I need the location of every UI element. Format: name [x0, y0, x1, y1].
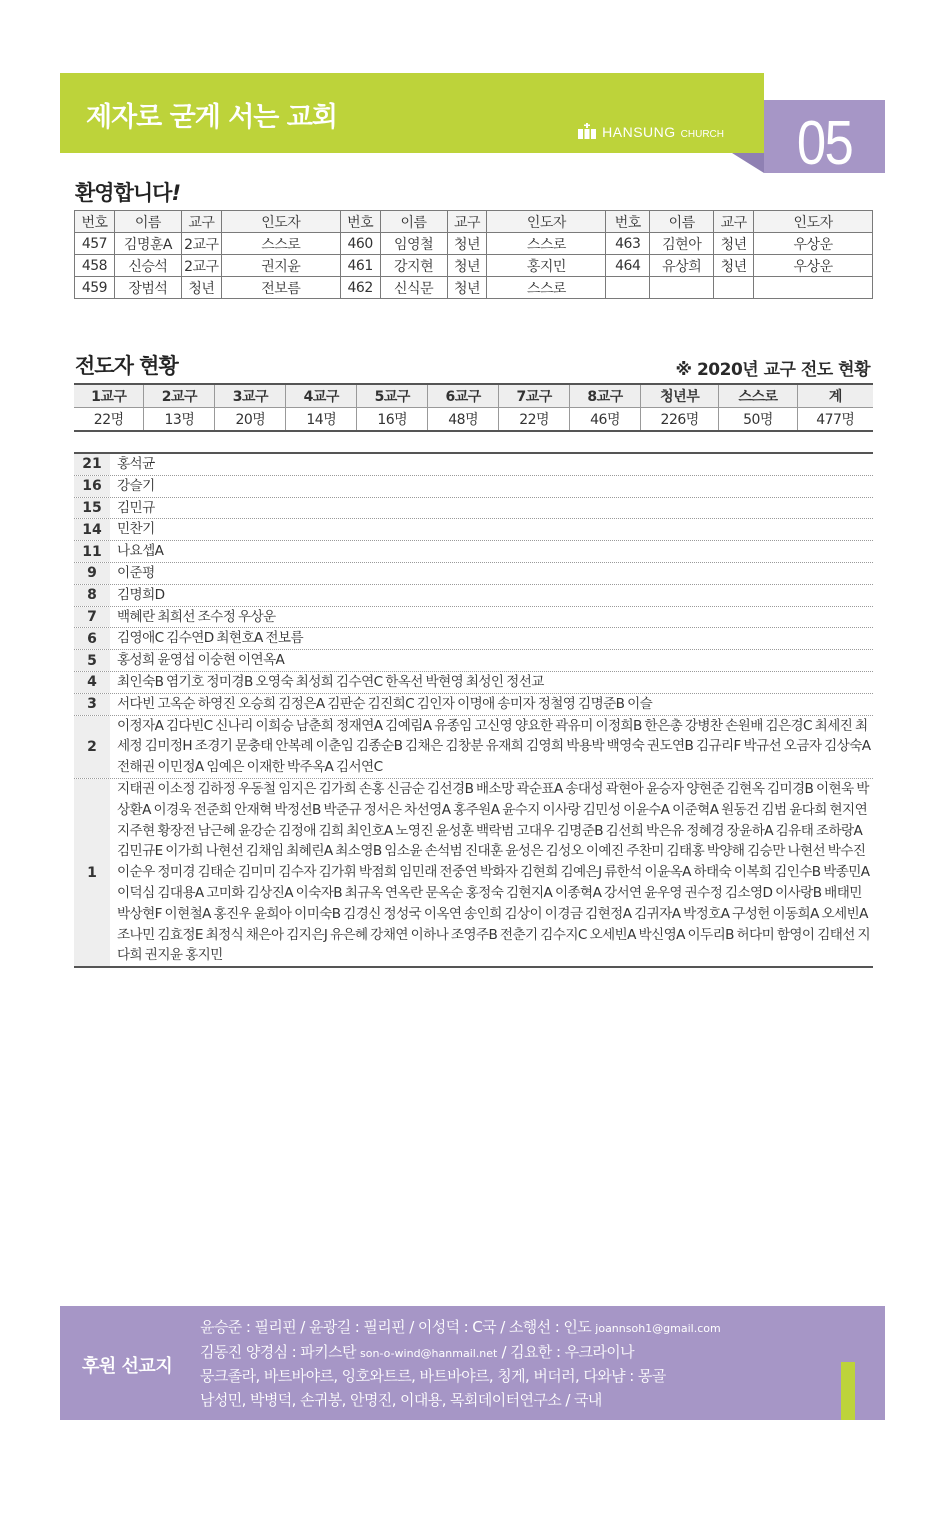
tab-fold-shape — [732, 153, 764, 173]
evangelist-names: 민찬기 — [117, 521, 155, 538]
evangelist-names: 이정자A 김다빈C 신나리 이희승 남춘희 정재연A 김예림A 유종임 고신영 양요한 곽유미 이정희B 한은총 강병찬 손원배 김은경C 최세진 최세정 김미정H 조경기 문충태 안복례 이춘임 김종순B 김채은 김창분 유재희 김영희 박용박 백영숙 권도연B 김규리F 박규선 오금자 김상숙A 전해권 이민정A 임예은 이재한 박주옥A 김서연C — [117, 717, 871, 776]
welcome-cell: 스스로 — [487, 277, 606, 299]
welcome-cell: 우상운 — [754, 233, 873, 255]
stats-header: 5교구 — [357, 384, 428, 408]
stats-value: 16명 — [357, 408, 428, 432]
evangelist-names: 서다빈 고옥순 하영진 오승희 김정은A 김판순 김진희C 김인자 이명애 송미자 정철영 김명준B 이슬 — [117, 695, 653, 712]
evangelist-count: 5 — [74, 650, 110, 671]
evangelist-count: 14 — [74, 519, 110, 540]
evangelist-count: 6 — [74, 628, 110, 649]
evangelist-row — [74, 563, 873, 585]
stats-value: 22명 — [93, 412, 124, 428]
welcome-col-header: 번호 — [75, 211, 115, 233]
welcome-cell: 신승석 — [114, 255, 181, 277]
stats-header: 스스로 — [719, 384, 797, 408]
welcome-cell: 스스로 — [487, 233, 606, 255]
welcome-cell: 청년 — [714, 233, 754, 255]
evangelist-row — [74, 716, 873, 779]
welcome-cell: 신식문 — [380, 277, 447, 299]
support-email-1: joannsoh1@gmail.com — [595, 1322, 721, 1335]
evangelist-row — [74, 519, 873, 541]
welcome-cell: 전보름 — [221, 277, 340, 299]
welcome-cell: 2교구 — [181, 233, 221, 255]
welcome-cell: 462 — [340, 277, 380, 299]
welcome-cell: 홍지민 — [487, 255, 606, 277]
stats-value: 48명 — [428, 408, 499, 432]
stats-header: 6교구 — [428, 384, 499, 408]
welcome-cell — [754, 277, 873, 299]
mission-stats-table — [74, 383, 873, 432]
stats-value: 226명 — [641, 408, 719, 432]
welcome-col-header: 이름 — [650, 211, 714, 233]
evangelist-names: 김명희D — [117, 586, 165, 603]
welcome-col-header: 인도자 — [487, 211, 606, 233]
evangelist-list — [74, 452, 873, 968]
evangelist-names: 홍석균 — [117, 456, 155, 472]
welcome-cell: 김명훈A — [114, 233, 181, 255]
evangelist-names: 강슬기 — [117, 477, 155, 494]
evangelist-row — [74, 672, 873, 694]
evangelist-count: 7 — [74, 607, 110, 628]
welcome-cell: 청년 — [447, 233, 487, 255]
stats-value: 22명 — [499, 408, 570, 432]
welcome-cell: 유상희 — [650, 255, 714, 277]
welcome-col-header: 번호 — [606, 211, 650, 233]
welcome-title-mark: ! — [171, 181, 181, 205]
welcome-col-header: 교구 — [447, 211, 487, 233]
evangelist-row — [74, 694, 873, 716]
welcome-row — [75, 255, 873, 277]
welcome-cell: 청년 — [447, 277, 487, 299]
welcome-row — [75, 277, 873, 299]
welcome-col-header: 교구 — [714, 211, 754, 233]
stats-value: 14명 — [286, 408, 357, 432]
stats-header: 청년부 — [641, 384, 719, 408]
evangelist-row — [74, 650, 873, 672]
welcome-cell: 458 — [75, 255, 115, 277]
evangelist-names: 김민규 — [117, 499, 155, 516]
support-label: 후원 선교지 — [82, 1356, 173, 1377]
welcome-row — [75, 233, 873, 255]
welcome-cell: 청년 — [447, 255, 487, 277]
stats-header: 1교구 — [74, 384, 144, 408]
evangelist-names: 홍성희 윤영섭 이숭현 이연옥A — [117, 652, 285, 669]
welcome-cell — [714, 277, 754, 299]
welcome-cell: 2교구 — [181, 255, 221, 277]
welcome-table — [74, 210, 873, 299]
evangelist-row — [74, 541, 873, 563]
evangelist-row — [74, 476, 873, 498]
stats-header: 3교구 — [215, 384, 286, 408]
header-banner — [60, 73, 764, 153]
evangelist-count: 4 — [74, 672, 110, 693]
evangelist-row — [74, 454, 873, 476]
logo-sub: CHURCH — [680, 129, 724, 140]
welcome-col-header: 인도자 — [754, 211, 873, 233]
welcome-cell: 457 — [75, 233, 115, 255]
support-email-2: son-o-wind@hanmail.net — [360, 1346, 498, 1360]
stats-header: 계 — [797, 384, 873, 408]
footer-accent-bar — [841, 1362, 855, 1420]
evangelist-row — [74, 498, 873, 520]
evangelist-count: 2 — [74, 716, 110, 778]
stats-header: 4교구 — [286, 384, 357, 408]
welcome-cell: 청년 — [714, 255, 754, 277]
logo-name: HANSUNG — [602, 124, 676, 140]
evangelist-row — [74, 628, 873, 650]
support-line-4: 남성민, 박병덕, 손귀봉, 안명진, 이대용, 목회데이터연구소 / 국내 — [200, 1390, 602, 1409]
mission-support-box — [60, 1306, 885, 1420]
evangelist-count: 15 — [74, 498, 110, 519]
mission-subtitle: ※ 2020년 교구 전도 현황 — [675, 360, 870, 380]
stats-value: 46명 — [570, 408, 641, 432]
church-logo-icon — [578, 123, 596, 139]
welcome-cell: 460 — [340, 233, 380, 255]
evangelist-count: 1 — [74, 779, 110, 966]
evangelist-row — [74, 585, 873, 607]
evangelist-names: 이준평 — [117, 564, 155, 581]
stats-value: 20명 — [215, 408, 286, 432]
evangelist-count: 8 — [74, 585, 110, 606]
welcome-col-header: 번호 — [340, 211, 380, 233]
welcome-cell — [606, 277, 650, 299]
welcome-col-header: 이름 — [114, 211, 181, 233]
evangelist-names: 백혜란 최희선 조수정 우상운 — [117, 608, 276, 625]
church-logo — [578, 121, 724, 140]
page-number-tab — [764, 100, 885, 178]
stats-header: 8교구 — [570, 384, 641, 408]
mission-heading: 전도자 현황 — [75, 354, 178, 378]
stats-value: 477명 — [797, 408, 873, 432]
page-title: 제자로 굳게 서는 교회 — [86, 102, 337, 133]
stats-value: 50명 — [719, 408, 797, 432]
evangelist-count: 11 — [74, 541, 110, 562]
evangelist-row — [74, 607, 873, 629]
stats-header: 2교구 — [144, 384, 215, 408]
evangelist-names: 지태권 이소정 김하정 우동철 임지은 김가희 손홍 신금순 김선경B 배소망 곽순표A 송대성 곽현아 윤승자 양현준 김현옥 김미경B 이현욱 박상환A 이경욱 전준희 안재혁 박정선B 박준규 정서은 차선영A 홍주원A 윤수지 이사랑 김민성 이윤수A 이준혁A 원동건 김범 윤다희 현지연 지주현 황장전 남근혜 윤강순 김정애 김희 최인호A 노영진 윤성훈 백락범 고대우 김명준B 김선희 박은유 정혜경 장윤하A 김유태 조하랑A 김민규E 이가희 나현선 김채임 최혜린A 최소영B 임소윤 손석범 진대훈 윤성은 김성오 이예진 주찬미 김태홍 박양해 김승만 나현선 박수진 이순우 정미경 김태순 김미미 김수자 김가휘 박점희 임민래 전중연 박화자 김현희 김예은J 류한석 이윤옥A 하태숙 이복희 김인수B 박종민A 이덕심 김대용A 고미화 김상진A 이숙자B 최규옥 연옥란 문옥순 홍정숙 김현지A 이종혁A 강서연 윤우영 권수정 김소영D 이사랑B 배태민 박상현F 이현철A 홍진우 윤희아 이미숙B 김경신 정성국 이옥연 송인희 김상이 이경금 김현정A 김귀자A 박정호A 구성헌 이동희A 오세빈A 조나민 김효정E 최정식 채은아 김지은J 유은혜 강채연 이하나 조영주B 전춘기 김수지C 오세빈A 박신영A 이두리B 허다미 함영이 김태선 지다희 권지윤 홍지민 — [117, 780, 871, 964]
support-lines — [200, 1316, 721, 1412]
welcome-cell: 우상운 — [754, 255, 873, 277]
evangelist-count: 9 — [74, 563, 110, 584]
welcome-cell: 청년 — [181, 277, 221, 299]
welcome-cell: 464 — [606, 255, 650, 277]
welcome-cell: 임영철 — [380, 233, 447, 255]
welcome-title: 환영합니다 — [75, 181, 172, 205]
welcome-cell: 강지현 — [380, 255, 447, 277]
welcome-col-header: 교구 — [181, 211, 221, 233]
welcome-cell: 김현아 — [650, 233, 714, 255]
welcome-cell — [650, 277, 714, 299]
support-line-3: 뭉크졸라, 바트바야르, 잉호와트르, 바트바야르, 칭게, 버더러, 다와냠 : 몽골 — [200, 1367, 666, 1385]
welcome-cell: 463 — [606, 233, 650, 255]
page-number: 05 — [796, 109, 853, 178]
evangelist-count: 21 — [74, 454, 110, 475]
evangelist-count: 16 — [74, 476, 110, 497]
support-line-2: 김동진 양경심 : 파키스탄 son-o-wind@hanmail.net / 김요한 : 우크라이나 — [200, 1342, 635, 1361]
welcome-cell: 스스로 — [221, 233, 340, 255]
support-line-1: 윤승준 : 필리핀 / 윤광길 : 필리핀 / 이성덕 : C국 / 소행선 : 인도 joannsoh1@gmail.com — [200, 1318, 721, 1336]
evangelist-row — [74, 779, 873, 966]
evangelist-names: 나요셉A — [117, 543, 164, 560]
stats-header: 7교구 — [499, 384, 570, 408]
welcome-cell: 459 — [75, 277, 115, 299]
evangelist-names: 김영애C 김수연D 최현호A 전보름 — [117, 630, 303, 647]
stats-value: 13명 — [144, 408, 215, 432]
evangelist-count: 3 — [74, 694, 110, 715]
welcome-col-header: 인도자 — [221, 211, 340, 233]
welcome-cell: 권지윤 — [221, 255, 340, 277]
welcome-cell: 장범석 — [114, 277, 181, 299]
welcome-heading — [75, 177, 180, 207]
welcome-col-header: 이름 — [380, 211, 447, 233]
welcome-cell: 461 — [340, 255, 380, 277]
evangelist-names: 최인숙B 염기호 정미경B 오영숙 최성희 김수연C 한옥선 박현영 최성인 정선교 — [117, 673, 544, 690]
